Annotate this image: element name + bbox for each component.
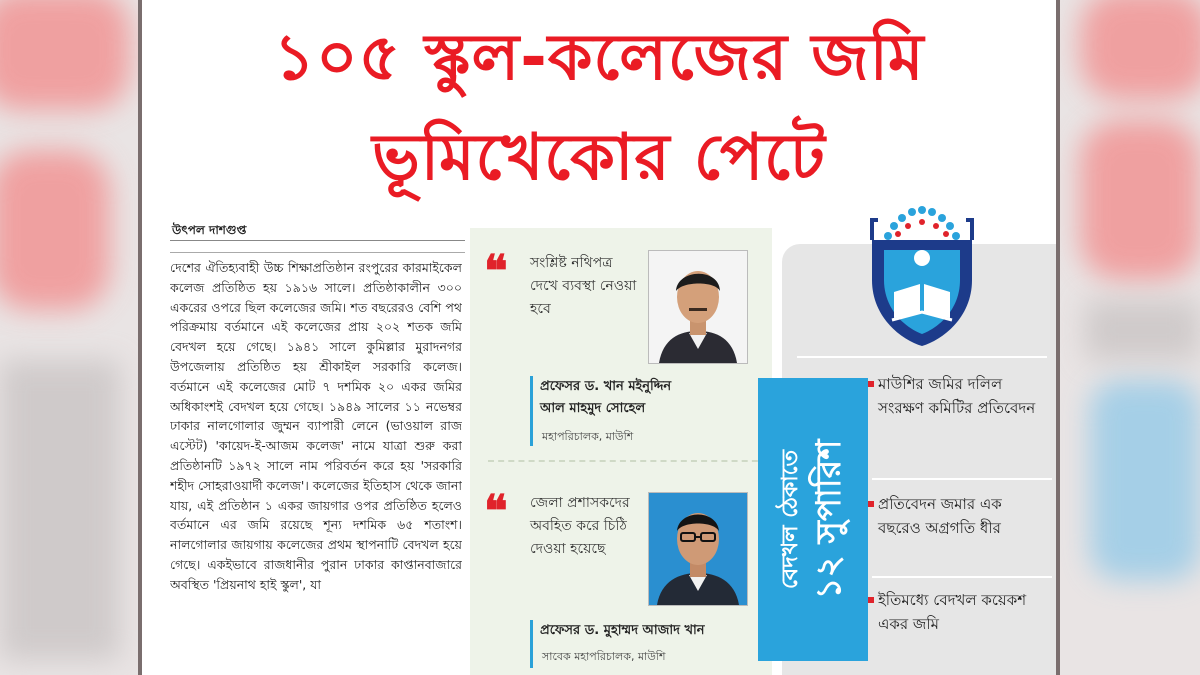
bullet-item bbox=[878, 372, 1048, 420]
divider bbox=[488, 460, 768, 462]
dshe-logo bbox=[832, 200, 1012, 350]
quote-text: জেলা প্রশাসকদের অবহিত করে চিঠি দেওয়া হয়েছে bbox=[530, 495, 630, 557]
person-name: প্রফেসর ড. মুহাম্মদ আজাদ খান bbox=[540, 623, 705, 638]
divider bbox=[170, 240, 465, 241]
quotes-panel bbox=[470, 228, 772, 675]
bullet-icon bbox=[868, 381, 874, 387]
bullet-item bbox=[878, 492, 1048, 540]
person-photo bbox=[648, 492, 748, 606]
person-name-line: আল মাহমুদ সোহেল bbox=[540, 401, 646, 416]
quote-mark-icon: ❝ bbox=[484, 486, 508, 537]
bullet-icon bbox=[868, 597, 874, 603]
emblem-icon bbox=[832, 200, 1012, 350]
person-title: সাবেক মহাপরিচালক, মাউশি bbox=[542, 650, 666, 663]
bullet-item bbox=[878, 588, 1048, 636]
divider bbox=[170, 252, 465, 253]
quote-text: সংশ্লিষ্ট নথিপত্র দেখে ব্যবস্থা নেওয়া হবে bbox=[530, 255, 637, 317]
banner-line-2: ১২ সুপারিশ bbox=[809, 439, 849, 600]
accent-bar bbox=[530, 620, 533, 668]
bullet-text: মাউশির জমির দলিল সংরক্ষণ কমিটির প্রতিবেদন bbox=[878, 375, 1036, 417]
portrait-icon bbox=[649, 493, 747, 605]
person-title: মহাপরিচালক, মাউশি bbox=[542, 430, 634, 443]
portrait-icon bbox=[649, 251, 747, 363]
recommendation-banner bbox=[758, 378, 868, 661]
byline: উৎপল দাশগুপ্ত bbox=[172, 223, 247, 237]
banner-line-1: বেদখল ঠেকাতে bbox=[778, 449, 803, 590]
divider bbox=[872, 478, 1052, 480]
banner-text bbox=[758, 378, 868, 661]
bullet-text: ইতিমধ্যে বেদখল কয়েকশ একর জমি bbox=[878, 591, 1027, 633]
article-body: দেশের ঐতিহ্যবাহী উচ্চ শিক্ষাপ্রতিষ্ঠান রংপুরের কারমাইকেল কলেজ প্রতিষ্ঠিত হয় ১৯১৬ সালে। প্রতিষ্ঠাকালীন ৩০০ একরের ওপরে ছিল কলেজের জমি। শত বছরেরও বেশি পথ পরিক্রমায় বর্তমানে এই কলেজের প্রায় ২০২ শতক জমি বেদখল হয়ে গেছে। ১৯৪১ সালে কুমিল্লার মুরাদনগর উপজেলায় প্রতিষ্ঠিত হয় শ্রীকাইল সরকারি কলেজ। বর্তমানে এই কলেজের মোট ৭ দশমিক ২০ একর জমির অধিকাংশই বেদখল হয়ে গেছে। ১৯৪৯ সালের ১১ নভেম্বর ঢাকার নালগোলার জুম্মন ব্যাপারী লেনে (ভাওয়াল রাজ এস্টেট) 'কায়েদ-ই-আজম কলেজ' নামে যাত্রা শুরু করা প্রতিষ্ঠানটি ১৯৭২ সালে নাম পরিবর্তন করে হয় 'সরকারি শহীদ সোহরাওয়ার্দী কলেজ'। কলেজের ইতিহাস থেকে জানা যায়, এই প্রতিষ্ঠান ১ একর জায়গার ওপর প্রতিষ্ঠিত হলেও বর্তমানে এর জমি রয়েছে শূন্য দশমিক ৬৫ শতাংশ। নালগোলার জায়গায় কলেজের প্রথম স্থাপনাটি বেদখল হয়ে গেছে। একইভাবে রাজধানীর পুরান ঢাকার কাপ্তানবাজারে অবস্থিত 'প্রিয়নাথ হাই স্কুল', যা bbox=[170, 260, 462, 592]
headline-line-2: ভূমিখেকোর পেটে bbox=[372, 121, 826, 195]
accent-bar bbox=[530, 376, 533, 446]
newspaper-clipping bbox=[138, 0, 1060, 675]
headline-line-1: ১০৫ স্কুল-কলেজের জমি bbox=[273, 21, 925, 95]
divider bbox=[872, 576, 1052, 578]
person-name-line: প্রফেসর ড. খান মইনুদ্দিন bbox=[540, 379, 672, 394]
person-name bbox=[540, 376, 671, 420]
person-photo bbox=[648, 250, 748, 364]
bullet-icon bbox=[868, 501, 874, 507]
quote-mark-icon: ❝ bbox=[484, 246, 508, 297]
divider bbox=[797, 356, 1047, 358]
bullet-text: প্রতিবেদন জমার এক বছরেও অগ্রগতি ধীর bbox=[878, 495, 1002, 537]
